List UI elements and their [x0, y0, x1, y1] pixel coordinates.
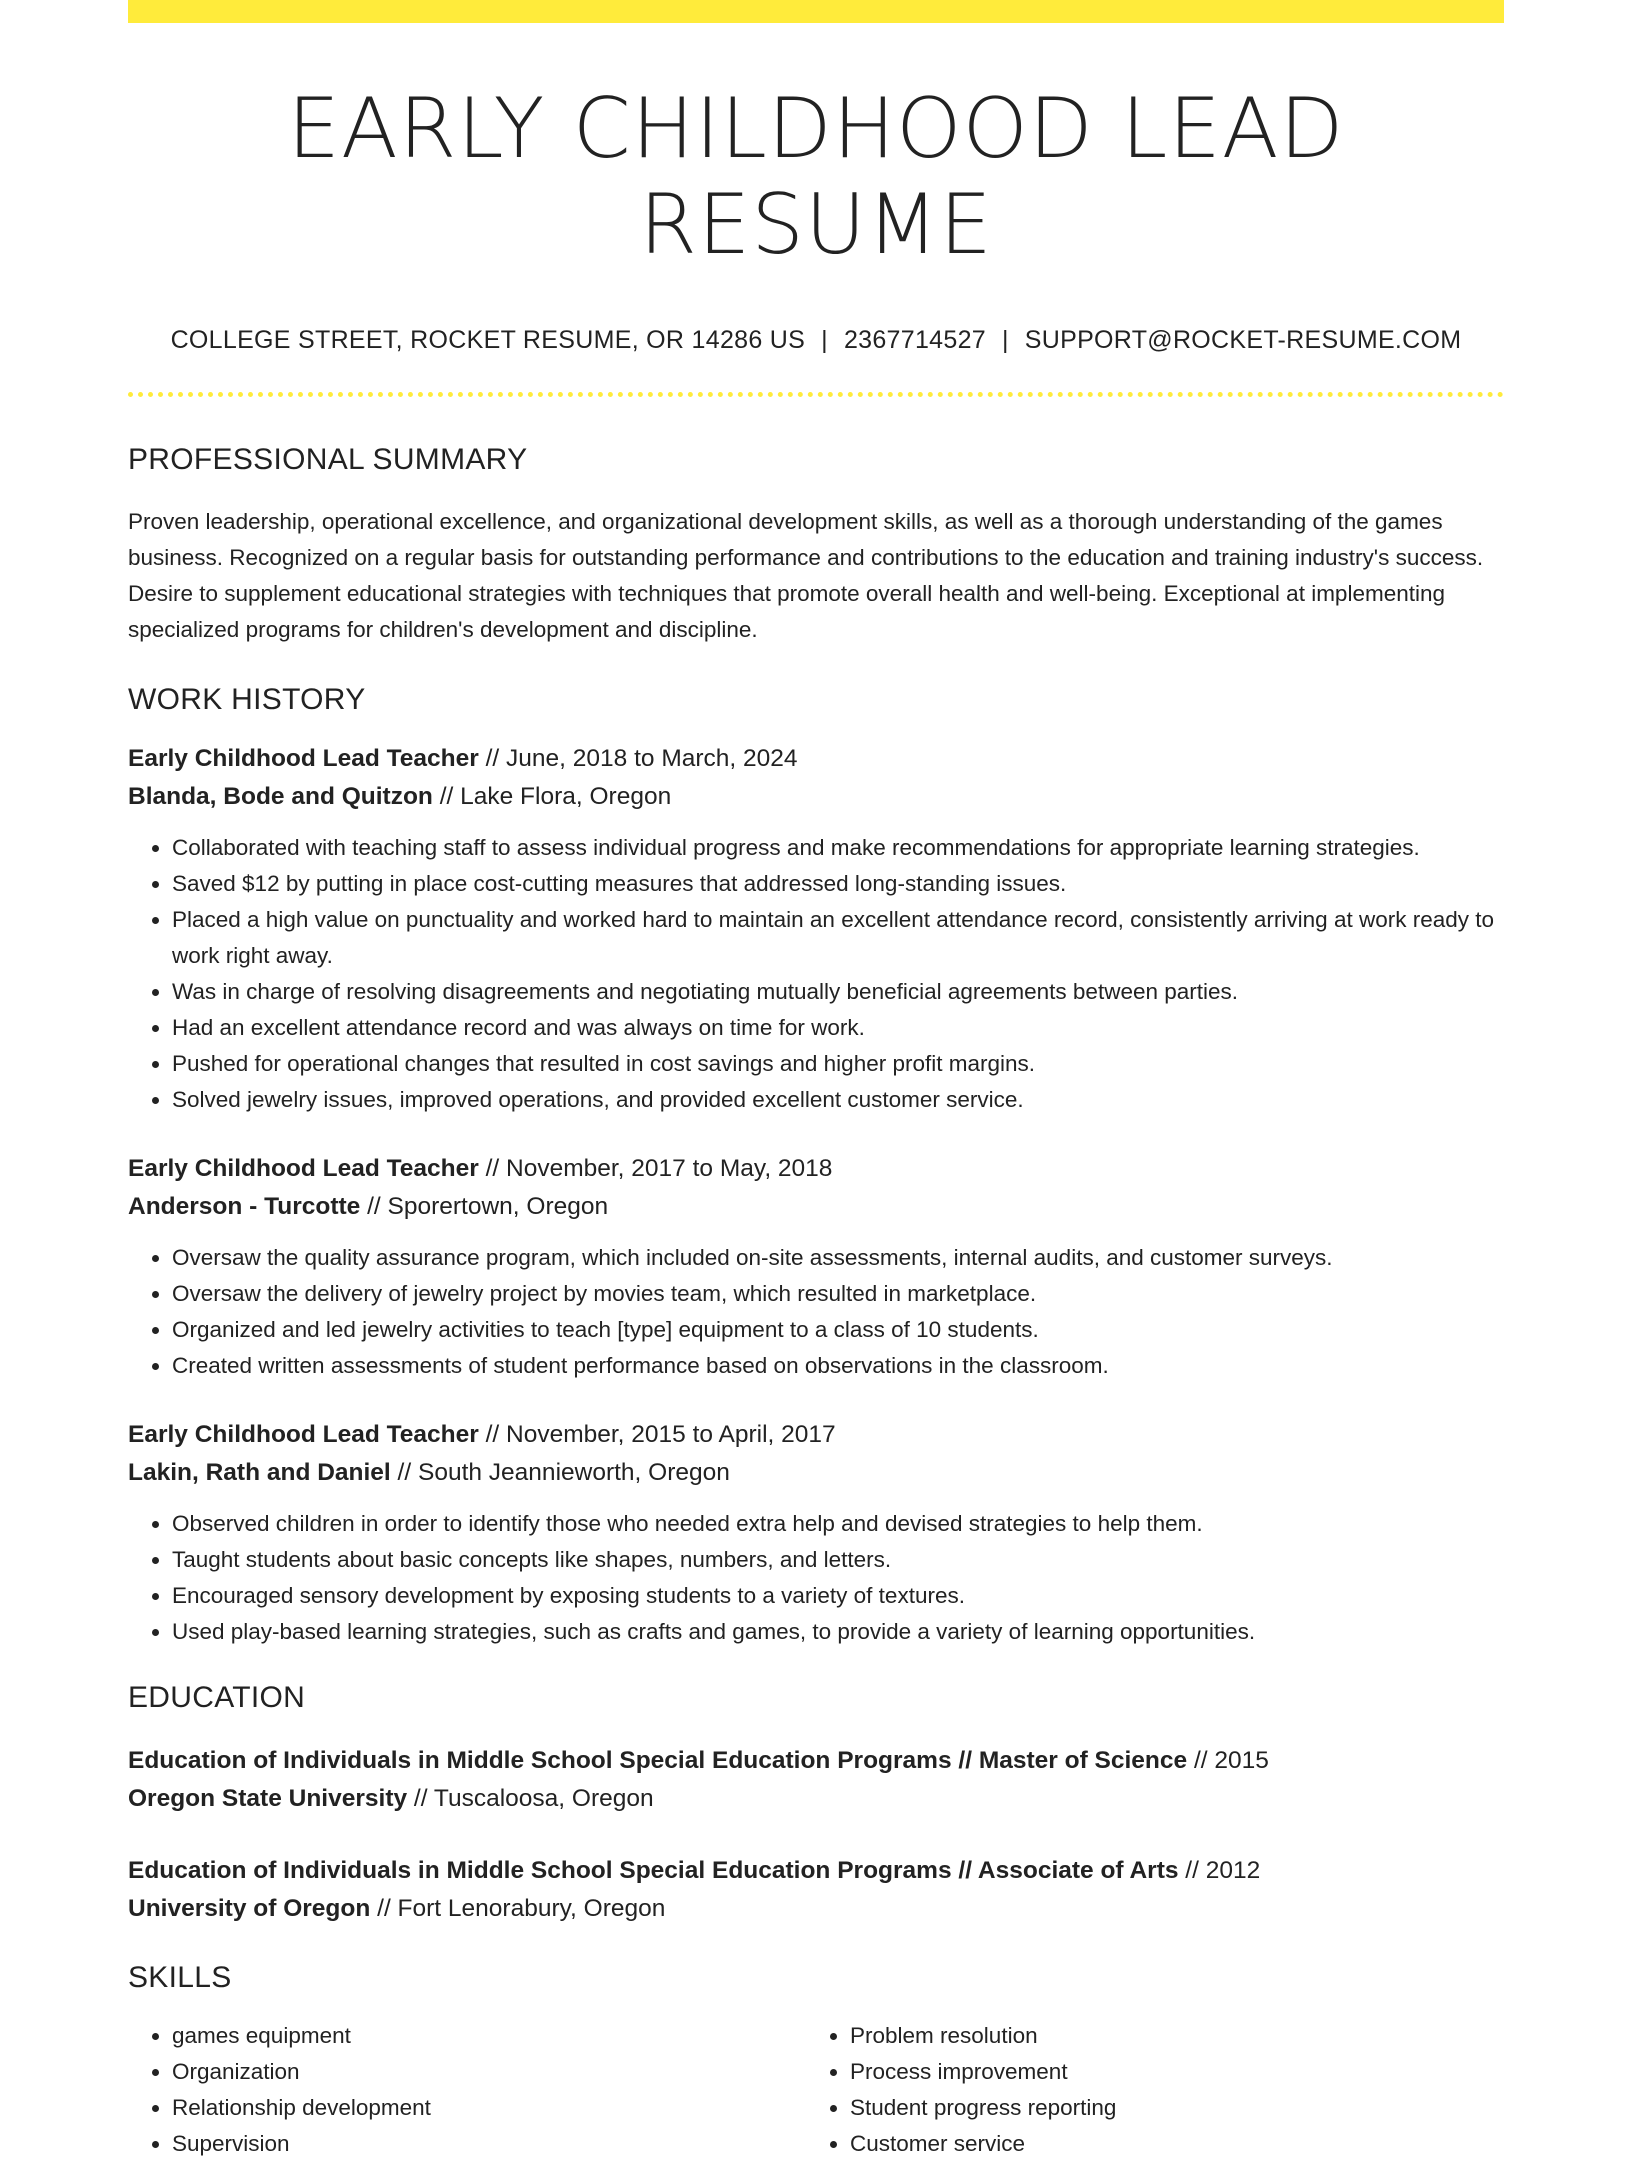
education-program: Education of Individuals in Middle School Special Education Programs // Master of Science	[128, 1747, 1188, 1774]
skills-columns	[128, 2018, 1504, 2162]
job-location: // South Jeannieworth, Oregon	[390, 1459, 730, 1486]
contact-address: COLLEGE STREET, ROCKET RESUME, OR 14286 US	[170, 326, 806, 354]
job-bullet: • Collaborated with teaching staff to assess individual progress and make recommendations for appropriate learning strategies.	[172, 830, 1504, 866]
job-employer: Lakin, Rath and Daniel	[128, 1459, 391, 1486]
job-bullet: • Created written assessments of student performance based on observations in the classroom.	[172, 1348, 1504, 1384]
education-school: Oregon State University	[128, 1785, 408, 1812]
job-entry	[128, 740, 1504, 1118]
education-location: // Tuscaloosa, Oregon	[407, 1785, 654, 1812]
job-dates: // November, 2015 to April, 2017	[478, 1421, 836, 1448]
job-bullets	[128, 1506, 1504, 1650]
job-employer-line	[128, 1188, 1504, 1226]
job-employer-line	[128, 1454, 1504, 1492]
education-program-line	[128, 1742, 1504, 1780]
skill-item: • games equipment	[172, 2018, 806, 2054]
contact-phone[interactable]: 2367714527	[843, 326, 986, 354]
education-school: University of Oregon	[128, 1895, 371, 1922]
summary-heading: PROFESSIONAL SUMMARY	[128, 443, 528, 476]
job-bullet: • Was in charge of resolving disagreements and negotiating mutually beneficial agreements between parties.	[172, 974, 1504, 1010]
job-bullet: • Encouraged sensory development by exposing students to a variety of textures.	[172, 1578, 1504, 1614]
skills-heading: SKILLS	[128, 1961, 232, 1994]
job-bullet: • Organized and led jewelry activities to teach [type] equipment to a class of 10 students.	[172, 1312, 1504, 1348]
job-bullet: • Placed a high value on punctuality and worked hard to maintain an excellent attendance record, consistently arriving at work ready to work right away.	[172, 902, 1504, 974]
skill-item: • Supervision	[172, 2126, 806, 2162]
skill-item: • Relationship development	[172, 2090, 806, 2126]
skill-item: • Customer service	[850, 2126, 1484, 2162]
education-program: Education of Individuals in Middle School Special Education Programs // Associate of Arts	[128, 1857, 1179, 1884]
job-bullet: • Saved $12 by putting in place cost-cutting measures that addressed long-standing issues.	[172, 866, 1504, 902]
job-bullets	[128, 1240, 1504, 1384]
skill-item: • Problem resolution	[850, 2018, 1484, 2054]
contact-email[interactable]: SUPPORT@ROCKET-RESUME.COM	[1024, 326, 1462, 354]
job-bullet: • Used play-based learning strategies, such as crafts and games, to provide a variety of learning opportunities.	[172, 1614, 1504, 1650]
job-bullet: • Taught students about basic concepts like shapes, numbers, and letters.	[172, 1542, 1504, 1578]
education-heading: EDUCATION	[128, 1681, 306, 1714]
job-title: Early Childhood Lead Teacher	[128, 1155, 479, 1182]
job-bullet: • Solved jewelry issues, improved operations, and provided excellent customer service.	[172, 1082, 1504, 1118]
education-location: // Fort Lenorabury, Oregon	[370, 1895, 666, 1922]
top-accent-bar	[128, 0, 1504, 23]
job-dates: // June, 2018 to March, 2024	[478, 745, 798, 772]
job-bullet: • Had an excellent attendance record and was always on time for work.	[172, 1010, 1504, 1046]
job-title: Early Childhood Lead Teacher	[128, 1421, 479, 1448]
job-bullet: • Oversaw the quality assurance program, which included on-site assessments, internal audits, and customer surveys.	[172, 1240, 1504, 1276]
education-entry	[128, 1742, 1504, 1818]
contact-separator: |	[1001, 326, 1009, 354]
education-school-line	[128, 1890, 1504, 1928]
job-employer: Anderson - Turcotte	[128, 1193, 361, 1220]
contact-separator: |	[821, 326, 828, 354]
job-title-line	[128, 740, 1504, 778]
skill-item: • Student progress reporting	[850, 2090, 1484, 2126]
summary-text: Proven leadership, operational excellence, and organizational development skills, as well as a thorough understanding of the games business. Recognized on a regular basis for outstanding performance and contributions to the education and training industry's success. Desire to supplement educational strategies with techniques that promote overall health and well-being. Exceptional at implementing specialized programs for children's development and discipline.	[128, 509, 1484, 642]
job-location: // Sporertown, Oregon	[360, 1193, 609, 1220]
job-bullet: • Observed children in order to identify those who needed extra help and devised strategies to help them.	[172, 1506, 1504, 1542]
job-bullet: • Pushed for operational changes that resulted in cost savings and higher profit margins.	[172, 1046, 1504, 1082]
job-employer-line	[128, 778, 1504, 816]
resume-title: EARLY CHILDHOOD LEAD RESUME	[287, 80, 1345, 273]
job-dates: // November, 2017 to May, 2018	[478, 1155, 833, 1182]
contact-line	[128, 325, 1504, 355]
job-title-line	[128, 1416, 1504, 1454]
job-bullets	[128, 830, 1504, 1118]
job-entry	[128, 1150, 1504, 1384]
job-title: Early Childhood Lead Teacher	[128, 745, 479, 772]
education-year: // 2015	[1187, 1747, 1269, 1774]
job-entry	[128, 1416, 1504, 1650]
job-employer: Blanda, Bode and Quitzon	[128, 783, 433, 810]
education-entry	[128, 1852, 1504, 1928]
job-title-line	[128, 1150, 1504, 1188]
education-year: // 2012	[1178, 1857, 1261, 1884]
dotted-divider	[128, 392, 1504, 397]
education-program-line	[128, 1852, 1504, 1890]
skills-list-right	[806, 2018, 1484, 2162]
job-location: // Lake Flora, Oregon	[432, 783, 672, 810]
skill-item: • Process improvement	[850, 2054, 1484, 2090]
resume-page	[128, 0, 1504, 2162]
job-bullet: • Oversaw the delivery of jewelry project by movies team, which resulted in marketplace.	[172, 1276, 1504, 1312]
education-school-line	[128, 1780, 1504, 1818]
skills-list-left	[128, 2018, 806, 2162]
work-history-heading: WORK HISTORY	[128, 683, 366, 716]
skill-item: • Organization	[172, 2054, 806, 2090]
